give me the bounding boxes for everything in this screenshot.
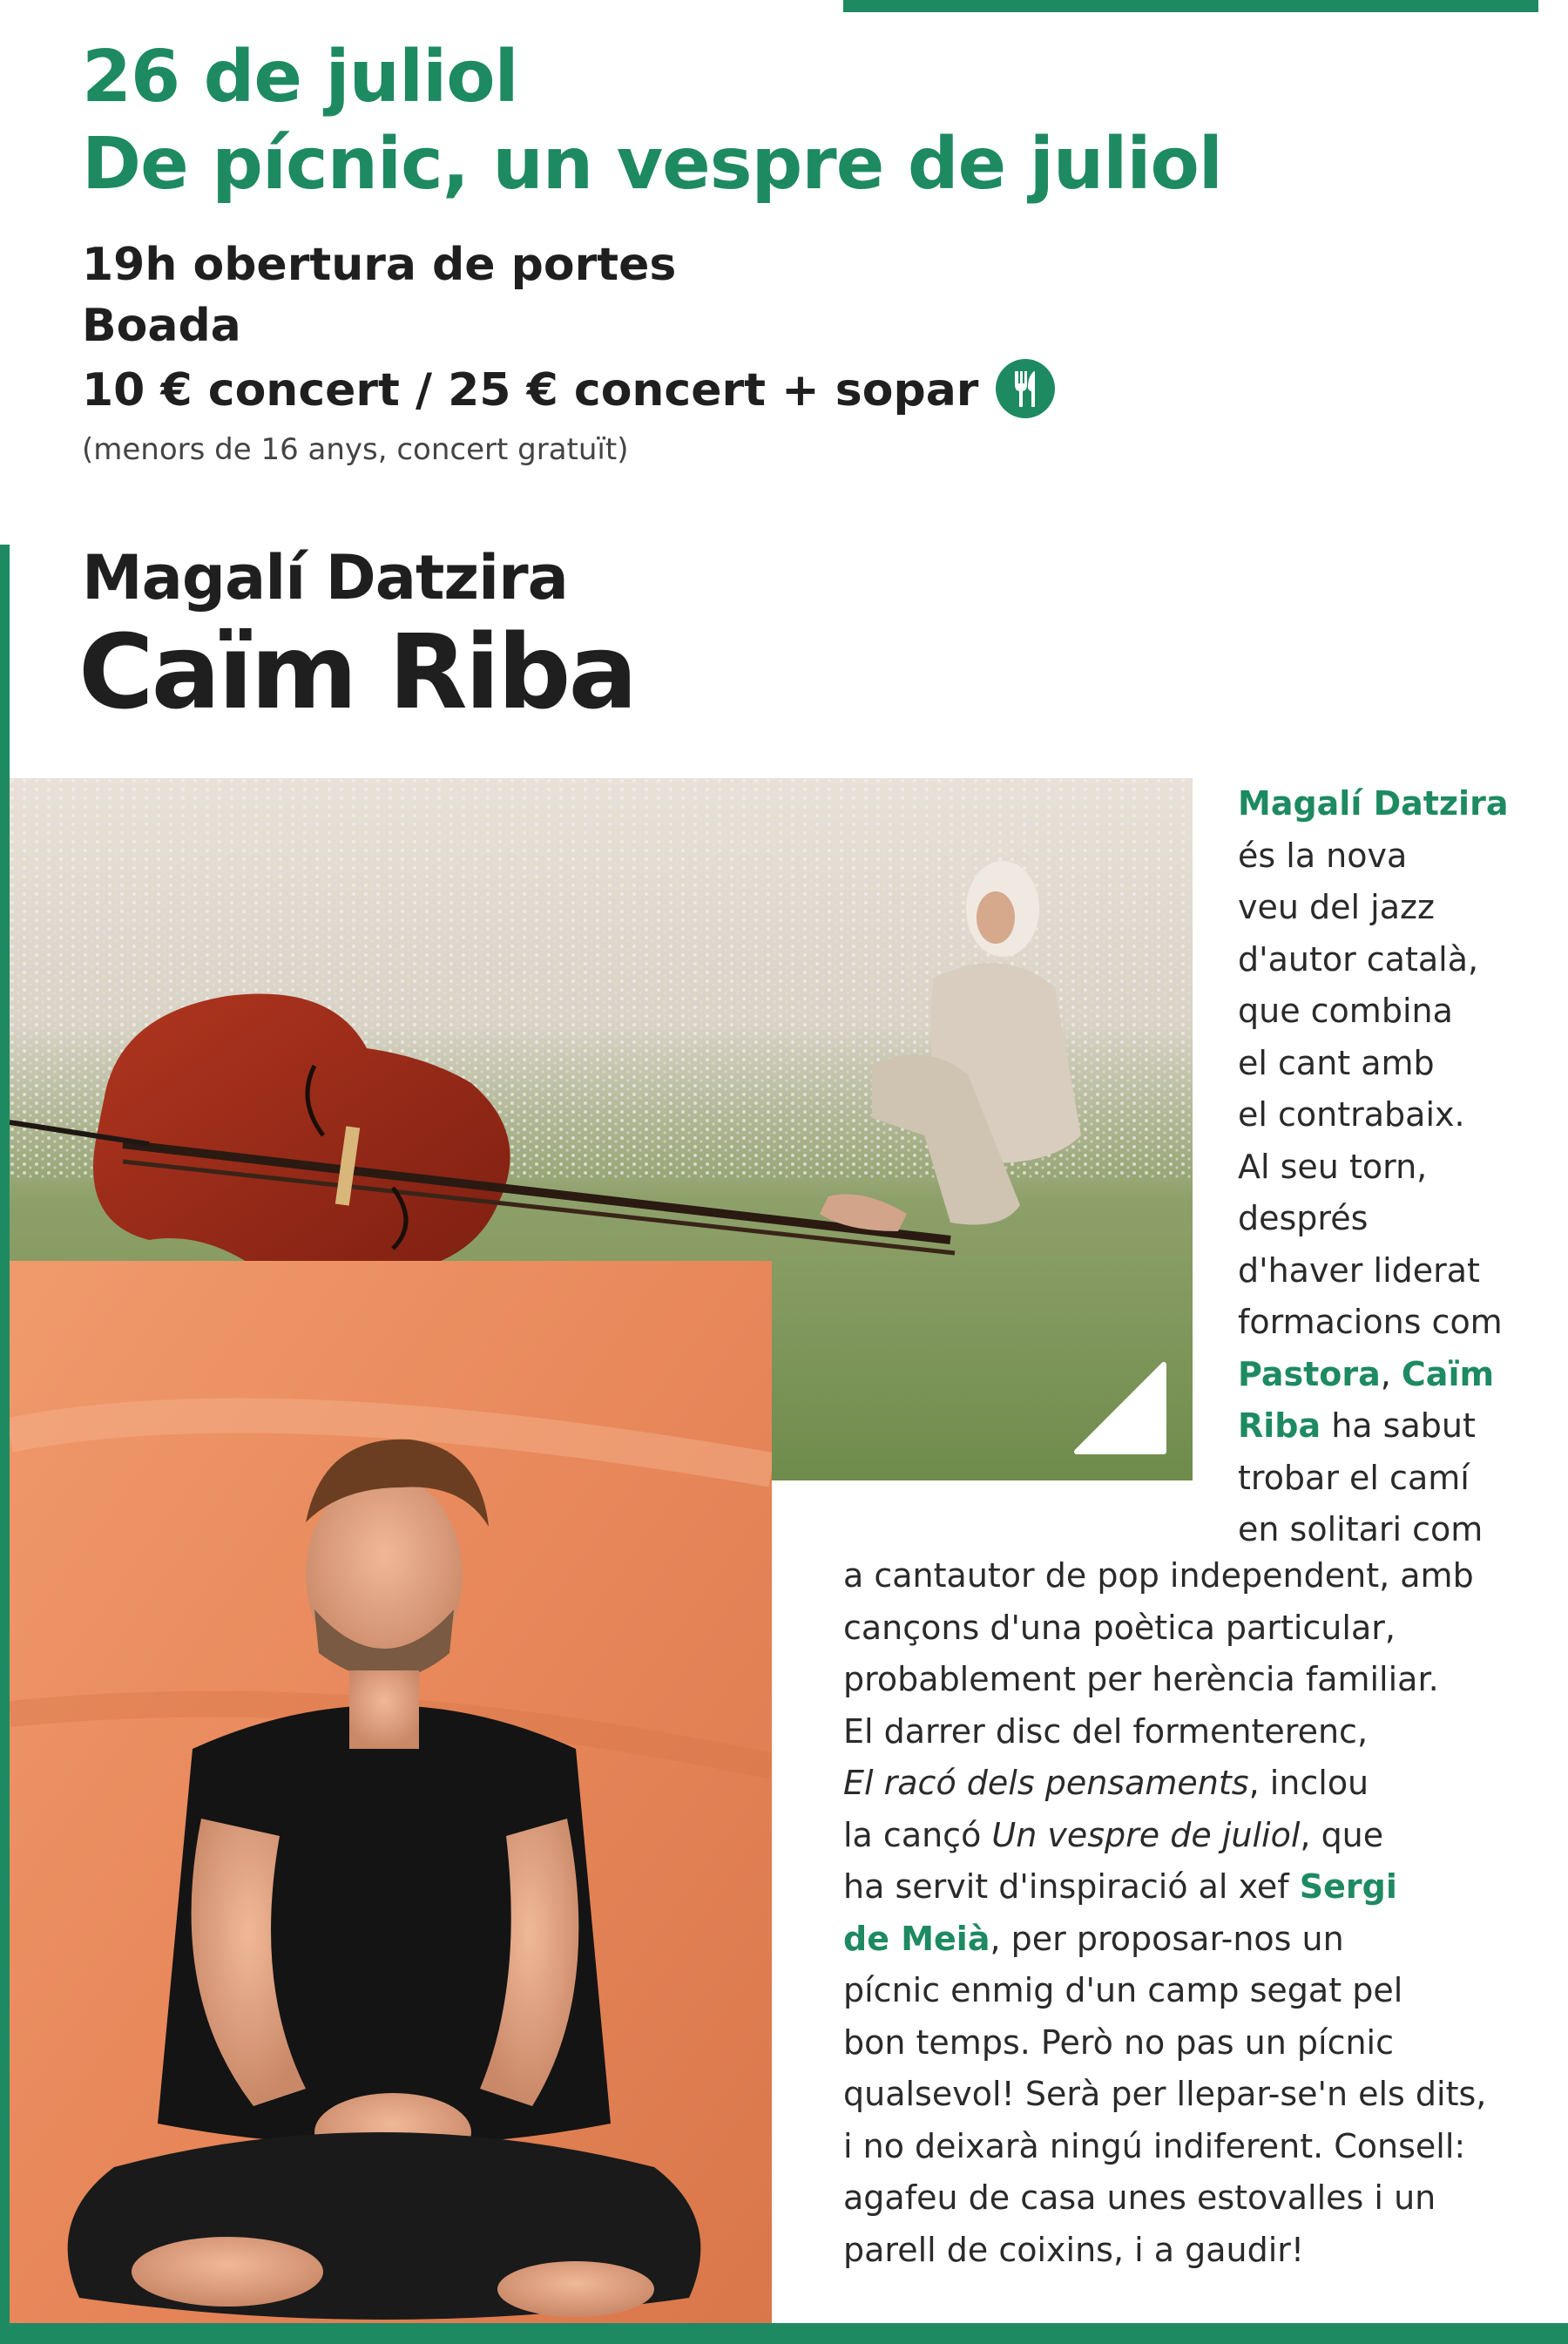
text-segment: en solitari com — [1238, 1510, 1484, 1548]
highlighted-name: Riba — [1238, 1406, 1321, 1445]
text-segment: qualsevol! Serà per llepar-se'n els dits, — [843, 2075, 1487, 2113]
text-line — [843, 1965, 1486, 2017]
text-segment: Al seu torn, — [1238, 1147, 1428, 1186]
highlighted-name: Caïm — [1401, 1354, 1495, 1393]
price-text: 10 € concert / 25 € concert + sopar — [82, 364, 979, 417]
text-segment: la cançó — [843, 1815, 992, 1854]
text-line — [1238, 1193, 1508, 1245]
corner-triangle-icon — [1070, 1359, 1167, 1457]
text-segment: el cant amb — [1238, 1043, 1435, 1082]
text-segment: , — [1380, 1354, 1402, 1393]
text-segment: després — [1238, 1199, 1369, 1237]
venue: Boada — [82, 300, 241, 352]
event-title: De pícnic, un vespre de juliol — [82, 123, 1222, 206]
text-line — [1238, 1453, 1508, 1505]
highlighted-name: Magalí Datzira — [1238, 784, 1509, 823]
text-segment: agafeu de casa unes estovalles i un — [843, 2178, 1436, 2217]
body-text-wide — [843, 1550, 1486, 2276]
text-segment: veu del jazz — [1238, 888, 1435, 926]
fork-knife-icon — [994, 357, 1057, 420]
text-line — [843, 1758, 1486, 1810]
text-line — [1238, 1504, 1508, 1556]
italic-title: Un vespre de juliol — [991, 1815, 1301, 1854]
highlighted-name: de Meià — [843, 1919, 990, 1958]
text-segment: cançons d'una poètica particular, — [843, 1608, 1396, 1647]
text-segment: que combina — [1238, 992, 1453, 1030]
price-line — [82, 366, 1057, 420]
text-segment: El darrer disc del formenterenc, — [843, 1711, 1369, 1751]
text-segment: d'haver liderat — [1238, 1250, 1480, 1290]
text-line — [1238, 1089, 1508, 1142]
text-line — [1238, 1349, 1508, 1401]
text-line — [843, 2017, 1486, 2070]
text-segment: d'autor català, — [1238, 939, 1479, 979]
text-line — [1238, 830, 1508, 883]
text-line — [843, 1914, 1486, 1966]
text-line — [1238, 934, 1508, 986]
text-line — [1238, 986, 1508, 1038]
text-segment: , que — [1300, 1815, 1384, 1854]
text-line — [1238, 1400, 1508, 1453]
text-segment: i no deixarà ningú indiferent. Consell: — [843, 2126, 1466, 2165]
text-segment: ha servit d'inspiració al xef — [843, 1867, 1300, 1906]
doors-time: 19h obertura de portes — [82, 239, 677, 291]
text-line — [1238, 882, 1508, 934]
text-segment: bon temps. Però no pas un pícnic — [843, 2022, 1395, 2062]
text-line — [843, 2069, 1486, 2121]
text-line — [1238, 1038, 1508, 1090]
text-line — [1238, 778, 1508, 830]
event-date: 26 de juliol — [82, 36, 518, 119]
text-line — [843, 2172, 1486, 2225]
text-segment: ha sabut — [1321, 1406, 1476, 1445]
text-line — [843, 2225, 1486, 2277]
italic-title: El racó dels pensaments — [843, 1764, 1249, 1802]
text-segment: , inclou — [1248, 1764, 1369, 1802]
text-line — [843, 1706, 1486, 1758]
text-line — [843, 1654, 1486, 1706]
text-segment: parell de coixins, i a gaudir! — [843, 2230, 1305, 2269]
text-line — [843, 1861, 1486, 1914]
body-text-narrow — [1238, 778, 1508, 1556]
photo-man-on-sand — [10, 1261, 772, 2323]
bottom-accent-bar — [0, 2323, 1568, 2344]
highlighted-name: Sergi — [1299, 1867, 1397, 1906]
text-line — [1238, 1245, 1508, 1297]
text-segment: a cantautor de pop independent, amb — [843, 1556, 1474, 1595]
text-line — [843, 2121, 1486, 2173]
left-accent-bar — [0, 545, 10, 2344]
text-line — [1238, 1142, 1508, 1194]
age-note: (menors de 16 anys, concert gratuït) — [82, 432, 629, 467]
text-segment: trobar el camí — [1238, 1458, 1470, 1497]
highlighted-name: Pastora — [1238, 1354, 1381, 1393]
text-line — [1238, 1297, 1508, 1349]
artist-name-secondary: Caïm Riba — [78, 612, 636, 732]
text-line — [843, 1550, 1486, 1602]
top-accent-bar — [843, 0, 1538, 12]
text-segment: pícnic enmig d'un camp segat pel — [843, 1971, 1403, 2009]
artist-name-primary: Magalí Datzira — [82, 542, 568, 613]
text-line — [843, 1810, 1486, 1862]
text-segment: formacions com — [1238, 1303, 1503, 1341]
text-line — [843, 1602, 1486, 1655]
text-segment: el contrabaix. — [1238, 1095, 1465, 1134]
text-segment: , per proposar-nos un — [990, 1919, 1344, 1958]
text-segment: és la nova — [1238, 836, 1408, 875]
text-segment: probablement per herència familiar. — [843, 1660, 1439, 1698]
